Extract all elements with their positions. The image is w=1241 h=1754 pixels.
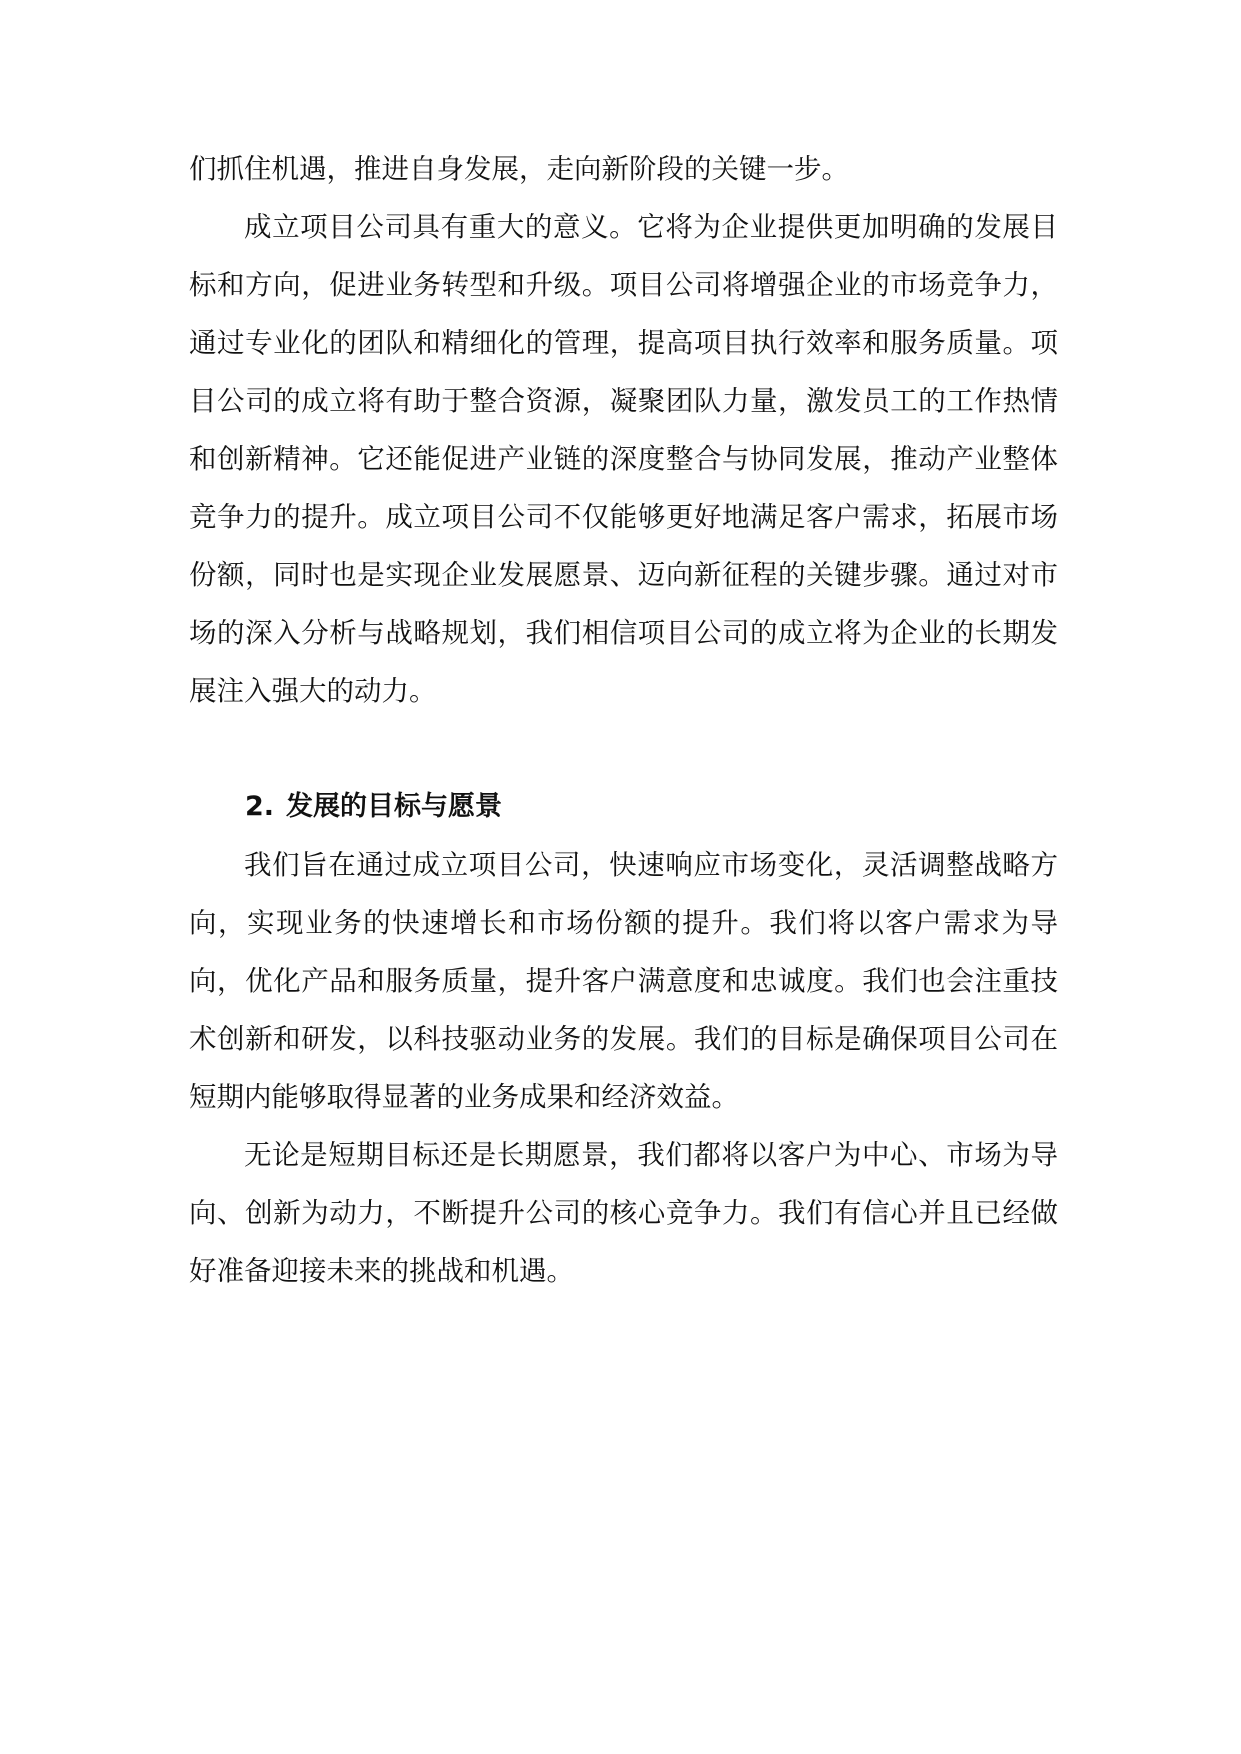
paragraph-goals: 我们旨在通过成立项目公司，快速响应市场变化，灵活调整战略方向，实现业务的快速增长和市场份额的提升。我们将以客户需求为导向，优化产品和服务质量，提升客户满意度和忠诚度。我们也会注重技术创新和研发，以科技驱动业务的发展。我们的目标是确保项目公司在短期内能够取得显著的业务成果和经济效益。 <box>189 849 1058 1113</box>
section-number: 2. <box>245 791 275 822</box>
paragraph-significance: 成立项目公司具有重大的意义。它将为企业提供更加明确的发展目标和方向，促进业务转型和升级。项目公司将增强企业的市场竞争力，通过专业化的团队和精细化的管理，提高项目执行效率和服务质量。项目公司的成立将有助于整合资源，凝聚团队力量，激发员工的工作热情和创新精神。它还能促进产业链的深度整合与协同发展，推动产业整体竞争力的提升。成立项目公司不仅能够更好地满足客户需求，拓展市场份额，同时也是实现企业发展愿景、迈向新征程的关键步骤。通过对市场的深入分析与战略规划，我们相信项目公司的成立将为企业的长期发展注入强大的动力。 <box>189 211 1058 707</box>
paragraph-vision: 无论是短期目标还是长期愿景，我们都将以客户为中心、市场为导向、创新为动力，不断提升公司的核心竞争力。我们有信心并且已经做好准备迎接未来的挑战和机遇。 <box>189 1139 1058 1287</box>
paragraph-continuation: 们抓住机遇，推进自身发展，走向新阶段的关键一步。 <box>189 153 849 185</box>
section-heading <box>189 778 1058 836</box>
document-body <box>189 140 1058 1300</box>
section-title: 发展的目标与愿景 <box>286 791 503 822</box>
